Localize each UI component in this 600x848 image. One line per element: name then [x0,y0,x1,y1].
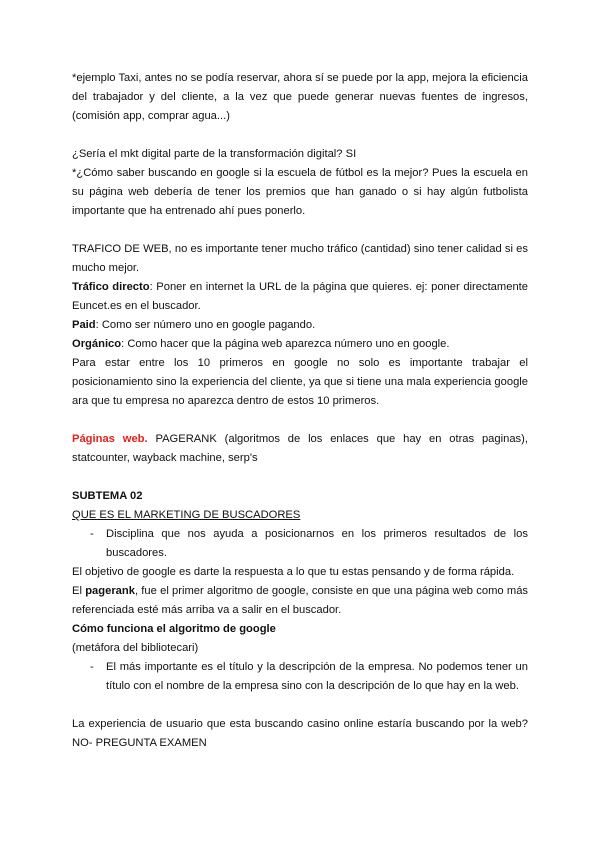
paragraph-paid [72,316,528,335]
paragraph-google-goal: El objetivo de google es darte la respuesta a lo que tu estas pensando y de forma rápida. [72,566,515,578]
paid-text: : Como ser número uno en google pagando. [95,319,316,331]
paragraph-pagerank [72,582,528,620]
term-pagerank: pagerank [85,585,135,597]
list-item-text: El más importante es el título y la descripción de la empresa. No podemos tener un título con el nombre de la empresa sino con la descripción de lo que hay en la web. [106,661,528,692]
paragraph-web-pages [72,430,528,468]
organic-text: : Como hacer que la página web aparezca número uno en google. [121,338,450,350]
paragraph-organic [72,335,528,354]
paragraph-web-traffic: TRAFICO DE WEB, no es importante tener mucho tráfico (cantidad) sino tener calidad si es mucho mejor. [72,243,528,274]
paragraph-direct-traffic [72,278,528,316]
list-item-text: Disciplina que nos ayuda a posicionarnos en los primeros resultados de los buscadores. [106,528,528,559]
spacer [72,696,528,715]
term-organic: Orgánico [72,338,122,350]
spacer [72,468,528,487]
paragraph-exam-question: La experiencia de usuario que esta buscando casino online estaría buscando por la web? NO- PREGUNTA EXAMEN [72,718,528,749]
pagerank-pre: El [72,585,86,597]
algorithm-heading: Cómo funciona el algoritmo de google [72,623,276,635]
web-pages-text: PAGERANK (algoritmos de los enlaces que hay en otras paginas), statcounter, wayback machine, serp's [72,433,528,464]
document-body [72,69,528,753]
paragraph-mkt-question: ¿Sería el mkt digital parte de la transformación digital? SI [72,148,357,160]
term-direct-traffic: Tráfico directo [72,281,150,293]
spacer [72,221,528,240]
bullet-dash: - [90,661,94,673]
paragraph-metaphor: (metáfora del bibliotecari) [72,642,199,654]
direct-traffic-text: : Poner en internet la URL de la página que quieres. ej: poner directamente Euncet.es en el buscador. [72,281,528,312]
subtopic-title: SUBTEMA 02 [72,490,143,502]
bullet-dash: - [90,528,94,540]
list-item [72,658,528,696]
list-item [72,525,528,563]
term-paid: Paid [72,319,96,331]
paragraph-football-school: *¿Cómo saber buscando en google si la escuela de fútbol es la mejor? Pues la escuela en su página web debería de tener los premios que han ganado o si hay algún futbolista importante que ha entrenado ahí pues ponerlo. [72,167,528,217]
paragraph-taxi-example: *ejemplo Taxi, antes no se podía reservar, ahora sí se puede por la app, mejora la eficiencia del trabajador y del cliente, a la vez que puede generar nuevas fuentes de ingresos, (comisión app, comprar agua...) [72,72,528,122]
paragraph-top-ten: Para estar entre los 10 primeros en google no solo es importante trabajar el posicionamiento sino la experiencia del cliente, ya que si tiene una mala experiencia google ara que tu empresa no aparezca dentro de estos 10 primeros. [72,357,528,407]
section-heading: QUE ES EL MARKETING DE BUSCADORES [72,509,301,521]
pagerank-text: , fue el primer algoritmo de google, consiste en que una página web como más referenciada esté más arriba va a salir en el buscador. [72,585,529,616]
spacer [72,126,528,145]
term-web-pages: Páginas web. [72,433,148,445]
spacer [72,411,528,430]
